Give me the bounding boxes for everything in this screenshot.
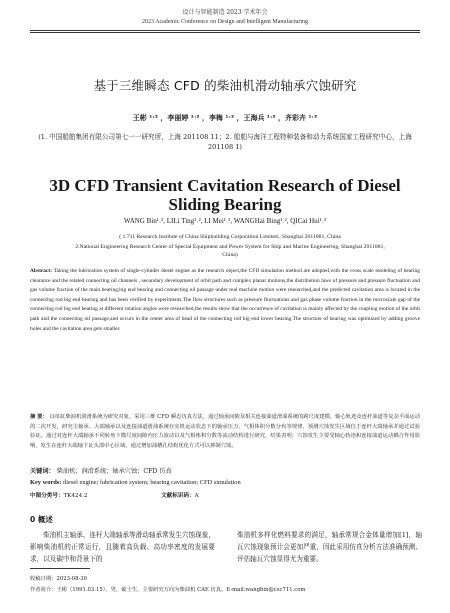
keywords-english [30,479,420,486]
authors-chinese: 王彬 ¹˒² ，李丽婷 ¹˒² ，李梅 ¹˒² ，王海兵 ¹˒² ，齐彩卉 ¹˒² [132,114,318,122]
doc-code-value: A [194,493,199,499]
abstract-english-label: Abstract: [30,268,53,274]
abstract-english-text: Taking the lubrication system of single-cylinder diesel engine as the research object,the CFD simulation method are adopted,with the cross scale modeling of bearing clearance and the related connecting oil channels , secondary development of orbit path and complex planar motions,the distribution laws of pressure and pressure fluctuation and gas volume fraction of the main bearing,big end bearing and connecting oil passage under real machine motion were researched,and the predicted cavitation area is located in the connecting rod big end bearing and has been verified by experiments.The flow structures such as pressure fluctuations and gas phase volume fraction in the microscale gap of the connecting rod big end bearing at different rotation angles were researched,the results show that the occurrence of cavitation is mainly affected by the coupling motion of the orbit path and the connecting oil passage,and occurs in the center area of head of the connecting rod big end lower bearing.The structure of bearing was optimized by adding groove holes and the cavitation area gets smaller. [30,268,420,332]
header-rule [30,30,420,31]
intro-right-column: 柴油机多样化燃料要求的满足，轴承常规合金体量增加[1]，轴瓦穴蚀现象预计会更加严重，因此采用仿真分析方法准确预测、评估轴瓦穴蚀显得尤为重要。 [237,531,422,563]
title-chinese: 基于三维瞬态 CFD 的柴油机滑动轴承穴蚀研究 [93,78,357,93]
running-header-cn: 设计与智能制造 2023 学术年会 [182,9,268,16]
classification-line [30,491,420,499]
running-header-en: 2023 Academic Conference on Design and Intelligent Manufacturing [141,19,309,25]
affiliation-english-2: 2.National Engineering Research Center of Special Equipment and Power System for Ship and Marine Engineering, Shanghai 2011081, China) [75,244,385,258]
section-heading: 0 概述 [30,515,53,524]
affiliation-chinese: (1. 中国船舶集团有限公司第七一一研究所，上海 201108 11；2. 船舶与海洋工程特种装备和动力系统国家工程研究中心，上海 201108 1) [38,133,412,151]
footnote-author: 作者简介：王彬（1991.03.15），男，硕士生，主要研究方向为柴油机 CAE 仿真。E-mail:wangbin@csc711.com [30,587,306,593]
title-english: 3D CFD Transient Cavitation Research of Diesel Sliding Bearing [49,176,401,214]
abstract-chinese-text: 以单缸柴油机润滑系统为研究对象，采用三维 CFD 瞬态仿真方法，通过轴承间隙及相关连接油道滑油系统的跨尺度建模、轴心轨迹及连杆油道等复杂平面运动的二次开发，研究主轴承、大端轴承以及连接油道滑油系统在实机运动状态下的轴承压力、气相体积分数分布等规律，预测穴蚀发生区域位于连杆大端轴承并通过试验验证。通过对连杆大端轴承不同转角下微尺度间隙内压力波动以及气相体积分数等流动结构进行研究，结果表明：穴蚀发生主要受轴心轨迹和连接油道运动耦合作用影响，发生在连杆大端轴下瓦头部中心区域，通过增加油槽孔结构优化方式可以抑制穴蚀。 [30,414,420,449]
clc-label: 中图分类号： [30,493,64,499]
header-rule-thin [30,32,420,33]
keywords-chinese-label: 关键词： [30,468,55,475]
keywords-english-text: diesel engine; lubrication system; bearing cavitation; CFD simulation [63,479,241,486]
keywords-chinese-text: 柴油机；润滑系统；轴承穴蚀；CFD 仿真 [56,468,172,475]
keywords-chinese [30,466,420,475]
abstract-chinese [30,413,420,451]
abstract-chinese-label: 摘 要： [30,414,48,420]
affiliation-english-1: ( 1.711 Research Institute of China Shipbuilding Corporation Limited., Shanghai 2011081, China [119,234,341,240]
intro-left-column: 柴油机主轴承、连杆大端轴承等滑动轴承常发生穴蚀现象，影响柴油机的正常运行，且随着高负载、高功率密度的发展要求，以及碳中和背景下的 [30,531,215,563]
authors-english: WANG Bin¹˒², LILi Ting¹˒², LI Mei¹˒², WANGHai Bing¹˒², QICai Hui¹˒² [123,217,327,225]
abstract-english [30,267,420,334]
keywords-english-label: Key words: [30,479,62,486]
footnote-received: 收稿日期：2023-08-30 [30,576,88,582]
clc-value: TK424.2 [63,493,88,499]
doc-code-label: 文献标识码： [161,493,195,499]
footnote-rule [30,568,90,569]
